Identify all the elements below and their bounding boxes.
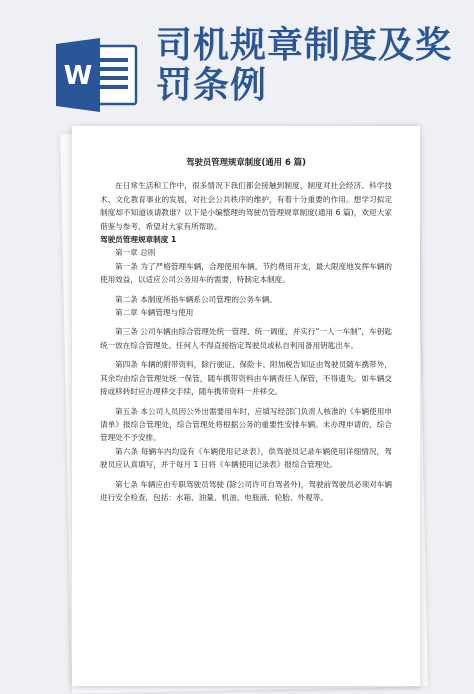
article-3: 第三条 公司车辆由综合管理处统一管理、统一调度，并实行“一人一车制”，车钥匙统一放在综合管理处。任何人不得直接指定驾驶员或私自利用备用钥匙出车。 [100,327,392,350]
document-page[interactable] [72,126,420,686]
section-heading: 驾驶员管理规章制度 1 [100,235,177,245]
article-1: 第一条 为了严格管理车辆，合理使用车辆，节约费用开支，最大限度地发挥车辆的使用效益，以适应公司公务用车的需要，特制定本制度。 [100,261,392,285]
banner-title [156,26,456,106]
banner-title-line2: 罚条例 [156,65,268,106]
article-7: 第七条 车辆应由专职驾驶员驾驶 (除公司许可自驾者外)，驾驶前驾驶员必须对车辆进行安全检查，包括：水箱、油量、机油、电瓶液、轮胎、外观等。 [100,479,392,502]
article-6: 第六条 每辆车内均设有《车辆使用记录表》，供驾驶员记录车辆使用详细情况，驾驶员应认真填写，并于每月 1 日将《车辆使用记录表》报综合管理处。 [100,446,392,470]
article-5: 第五条 本公司人员因公外出需要用车时，应填写经部门负责人核准的《车辆使用申请单》报综合管理处，综合管理处将根据公务的重要性安排车辆。未办理申请的，综合管理处不予安排。 [100,406,392,443]
intro-paragraph: 在日常生活和工作中，很多情况下我们都会接触到制度，制度对社会经济、科学技术、文化教育事业的发展，对社会公共秩序的维护，有着十分重要的作用。想学习拟定制度却不知道该请教谁？以下是小编整理的驾驶员管理规章制度(通用 6 篇)，欢迎大家借鉴与参考，希望对大家有所帮助。 [100,181,392,231]
article-4: 第四条 车辆的附带资料，除行驶证、保险卡、附加税告知证由驾驶员随车携带外，其余均由综合管理处统一保管，随车携带资料由车辆责任人保管，不得遗失。如车辆交接或移转时应办理移交手续，随车携带资料一并移交。 [100,360,392,397]
chapter-1-heading: 第一章 总则 [115,248,156,258]
chapter-2-heading: 第二章 车辆管理与使用 [115,308,194,318]
word-logo-letter: W [63,61,93,91]
word-logo-icon [56,38,138,112]
document-title: 驾驶员管理规章制度(通用 6 篇) [186,157,306,167]
article-2: 第二条 本制度所指车辆系公司管理的公务车辆。 [115,294,277,304]
banner-title-line1: 司机规章制度及奖 [156,25,453,66]
